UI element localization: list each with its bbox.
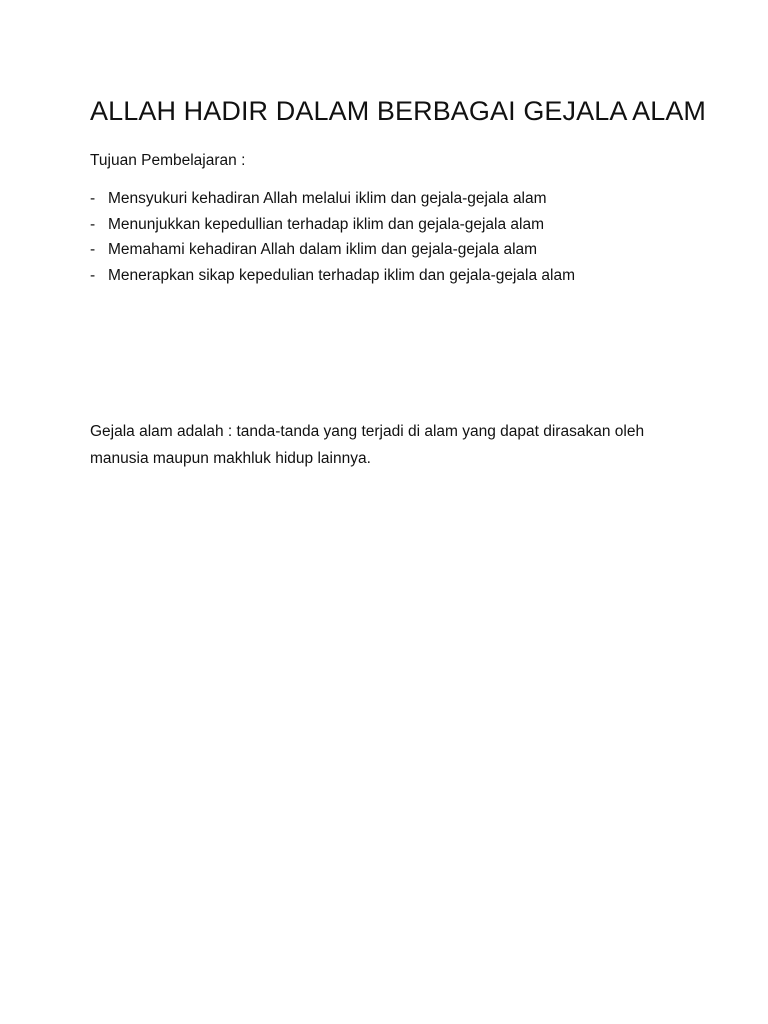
list-item	[90, 266, 575, 292]
page-title: ALLAH HADIR DALAM BERBAGAI GEJALA ALAM	[90, 96, 707, 126]
definition-paragraph	[90, 418, 690, 472]
objective-text: Menunjukkan kepedullian terhadap iklim dan gejala-gejala alam	[108, 215, 544, 233]
list-item	[90, 215, 575, 241]
bullet-dash: -	[90, 241, 96, 258]
definition-line-1: Gejala alam adalah : tanda-tanda yang terjadi di alam yang dapat dirasakan oleh	[90, 423, 645, 440]
objective-text: Menerapkan sikap kepedulian terhadap iklim dan gejala-gejala alam	[108, 266, 576, 284]
list-item	[90, 189, 575, 215]
objectives-heading: Tujuan Pembelajaran :	[90, 152, 246, 169]
objective-text: Mensyukuri kehadiran Allah melalui iklim dan gejala-gejala alam	[108, 190, 547, 207]
objective-text: Memahami kehadiran Allah dalam iklim dan gejala-gejala alam	[108, 241, 538, 258]
bullet-dash: -	[90, 215, 96, 233]
bullet-dash: -	[90, 190, 96, 207]
list-item	[90, 240, 575, 266]
objectives-list	[90, 189, 575, 291]
definition-line-2: manusia maupun makhluk hidup lainnya.	[90, 450, 371, 467]
bullet-dash: -	[90, 266, 96, 284]
